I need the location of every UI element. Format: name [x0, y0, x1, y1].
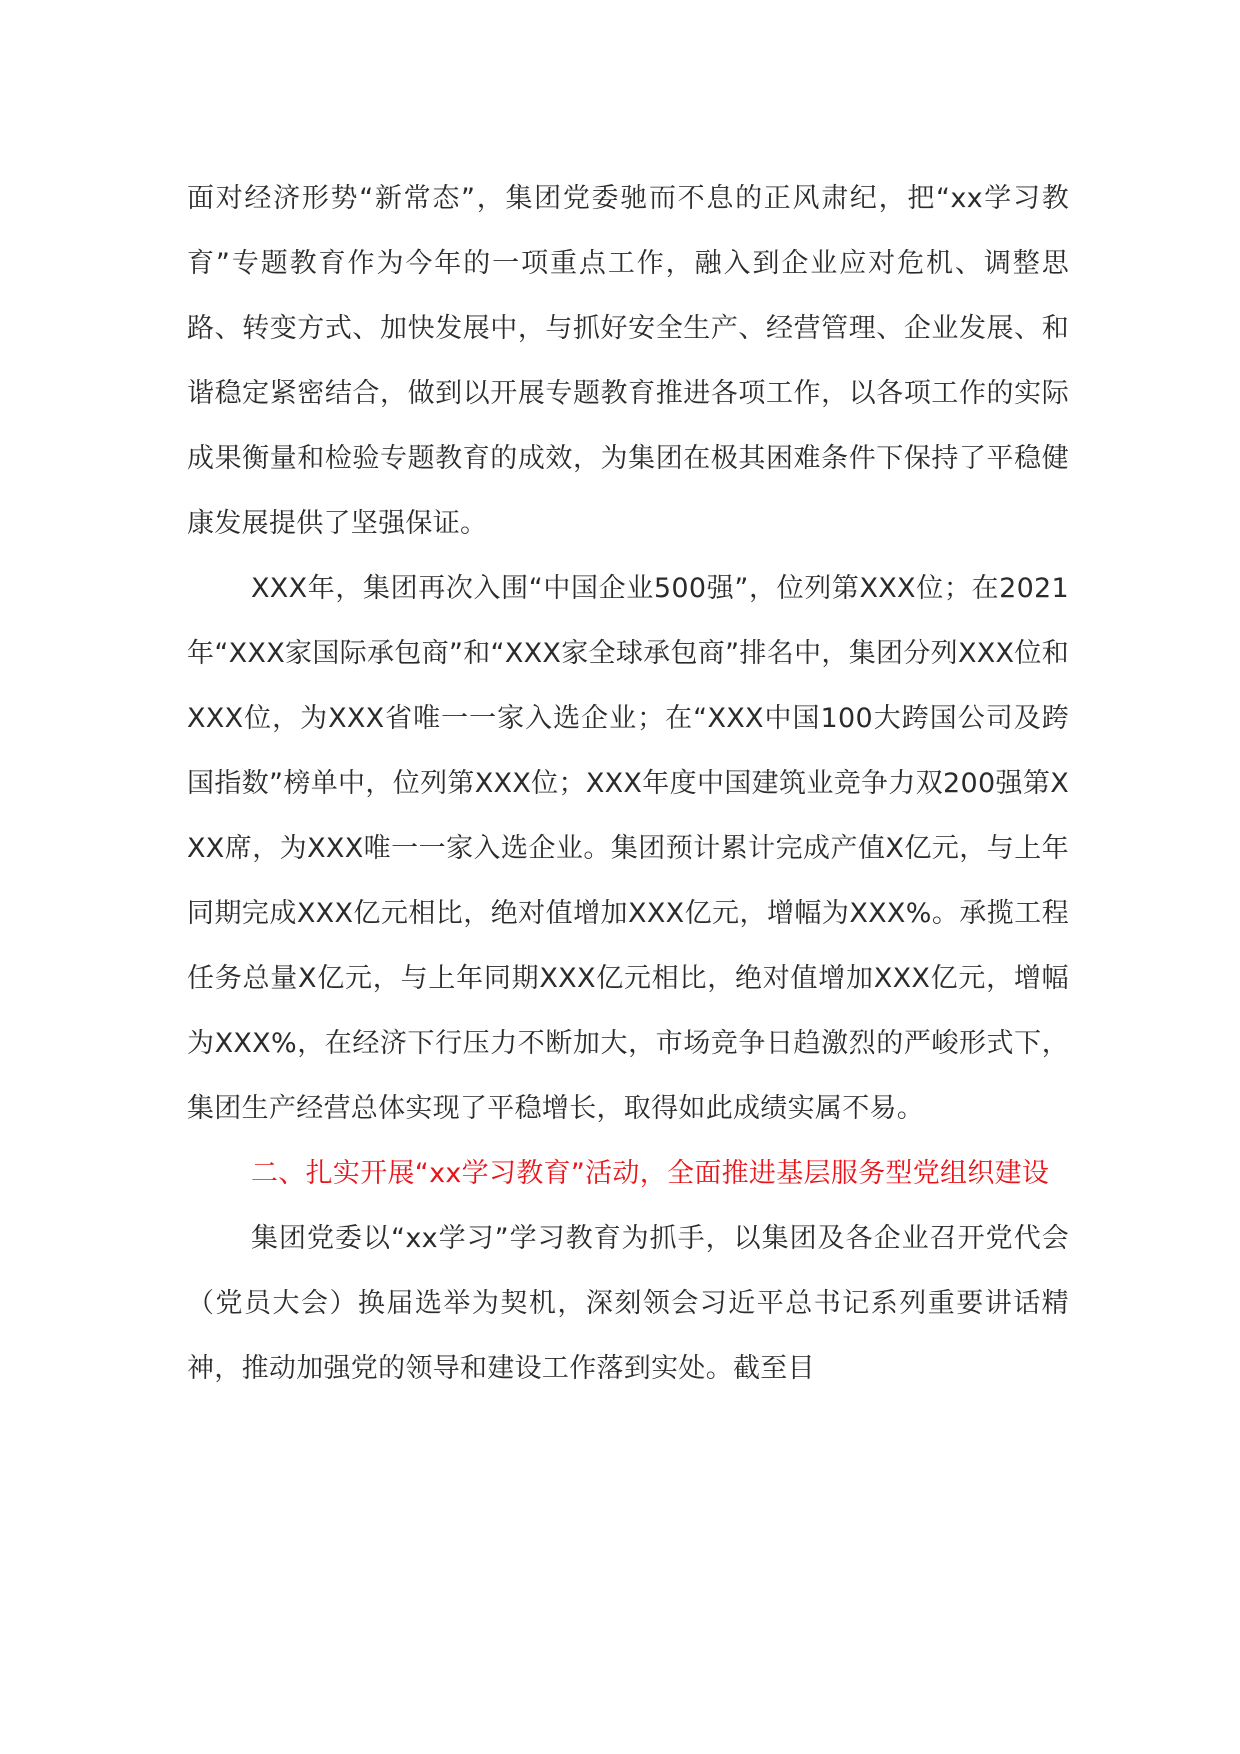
paragraph-achievements: XXX年，集团再次入围“中国企业500强”，位列第XXX位；在2021年“XXX家国际承包商”和“XXX家全球承包商”排名中，集团分列XXX位和XXX位，为XXX省唯一一家入选企业；在“XXX中国100大跨国公司及跨国指数”榜单中，位列第XXX位；XXX年度中国建筑业竞争力双200强第XXX席，为XXX唯一一家入选企业。集团预计累计完成产值X亿元，与上年同期完成XXX亿元相比，绝对值增加XXX亿元，增幅为XXX%。承揽工程任务总量X亿元，与上年同期XXX亿元相比，绝对值增加XXX亿元，增幅为XXX%，在经济下行压力不断加大，市场竞争日趋激烈的严峻形式下，集团生产经营总体实现了平稳增长，取得如此成绩实属不易。: [187, 573, 1069, 1124]
document-body: [187, 166, 1069, 1401]
section-heading-2: 二、扎实开展“xx学习教育”活动，全面推进基层服务型党组织建设: [251, 1158, 1050, 1189]
paragraph-intro: 面对经济形势“新常态”，集团党委驰而不息的正风肃纪，把“xx学习教育”专题教育作为今年的一项重点工作，融入到企业应对危机、调整思路、转变方式、加快发展中，与抓好安全生产、经营管理、企业发展、和谐稳定紧密结合，做到以开展专题教育推进各项工作，以各项工作的实际成果衡量和检验专题教育的成效，为集团在极其困难条件下保持了平稳健康发展提供了坚强保证。: [187, 183, 1069, 539]
paragraph-party-building: 集团党委以“xx学习”学习教育为抓手，以集团及各企业召开党代会（党员大会）换届选举为契机，深刻领会习近平总书记系列重要讲话精神，推动加强党的领导和建设工作落到实处。截至目: [187, 1223, 1069, 1384]
